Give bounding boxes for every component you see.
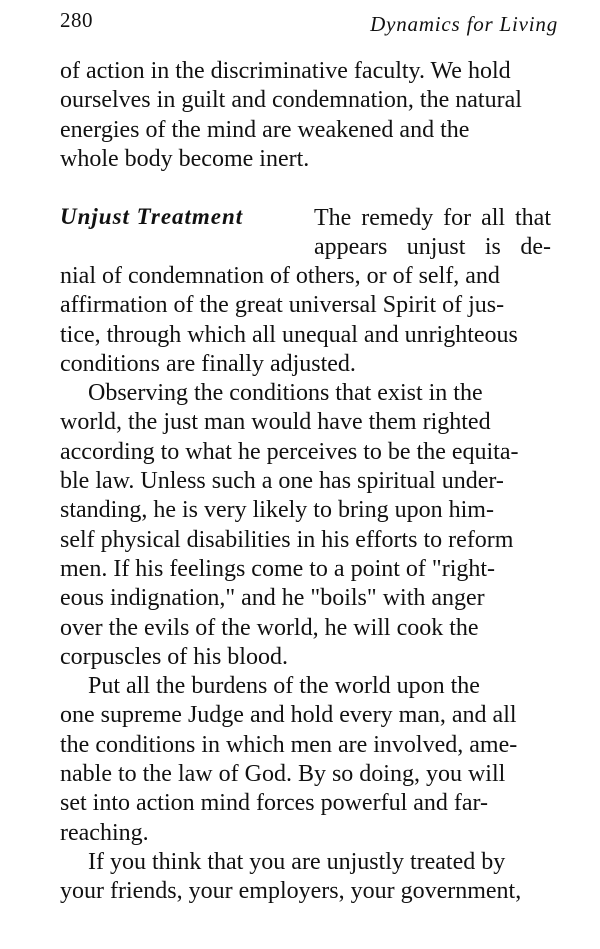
text-line: eous indignation," and he "boils" with anger (60, 585, 485, 612)
text-line: ble law. Unless such a one has spiritual under- (60, 468, 504, 495)
section-heading: Unjust Treatment (60, 204, 244, 229)
text-line: self physical disabilities in his efforts to reform (60, 526, 514, 553)
text-line: Put all the burdens of the world upon the (88, 673, 480, 700)
page-number: 280 (60, 8, 93, 32)
text-line: tice, through which all unequal and unrighteous (60, 321, 518, 348)
text-line: world, the just man would have them righted (60, 409, 491, 436)
text-line: nable to the law of God. By so doing, you will (60, 761, 506, 788)
text-line: whole body become inert. (60, 145, 310, 172)
text-line: Observing the conditions that exist in the (88, 380, 483, 407)
text-line: set into action mind forces powerful and far- (60, 790, 489, 817)
text-line: standing, he is very likely to bring upon him- (60, 497, 494, 524)
text-line: of action in the discriminative faculty. We hold (60, 58, 511, 84)
text-line: affirmation of the great universal Spirit of jus- (60, 292, 505, 319)
section-first-lines (314, 204, 551, 263)
paragraph-top (60, 57, 551, 174)
text-line: energies of the mind are weakened and the (60, 116, 470, 143)
paragraph-remedy (60, 262, 551, 907)
text-line: corpuscles of his blood. (60, 643, 288, 670)
text-line: according to what he perceives to be the equita- (60, 438, 519, 465)
text-line: If you think that you are unjustly treated by (88, 848, 506, 875)
text-line: the conditions in which men are involved, ame- (60, 731, 518, 758)
text-line: nial of condemnation of others, or of self, and (60, 263, 500, 289)
text-line: The remedy for all that (314, 205, 551, 231)
text-line: your friends, your employers, your government, (60, 878, 522, 905)
running-head: Dynamics for Living (370, 12, 558, 36)
text-line: one supreme Judge and hold every man, and all (60, 702, 517, 729)
text-line: conditions are finally adjusted. (60, 350, 356, 377)
section-heading-row (60, 204, 551, 264)
text-line: appears unjust is de- (314, 234, 551, 261)
text-line: men. If his feelings come to a point of "right- (60, 555, 496, 582)
text-line: ourselves in guilt and condemnation, the natural (60, 87, 522, 114)
text-line: over the evils of the world, he will cook the (60, 614, 479, 641)
text-line: reaching. (60, 819, 149, 846)
